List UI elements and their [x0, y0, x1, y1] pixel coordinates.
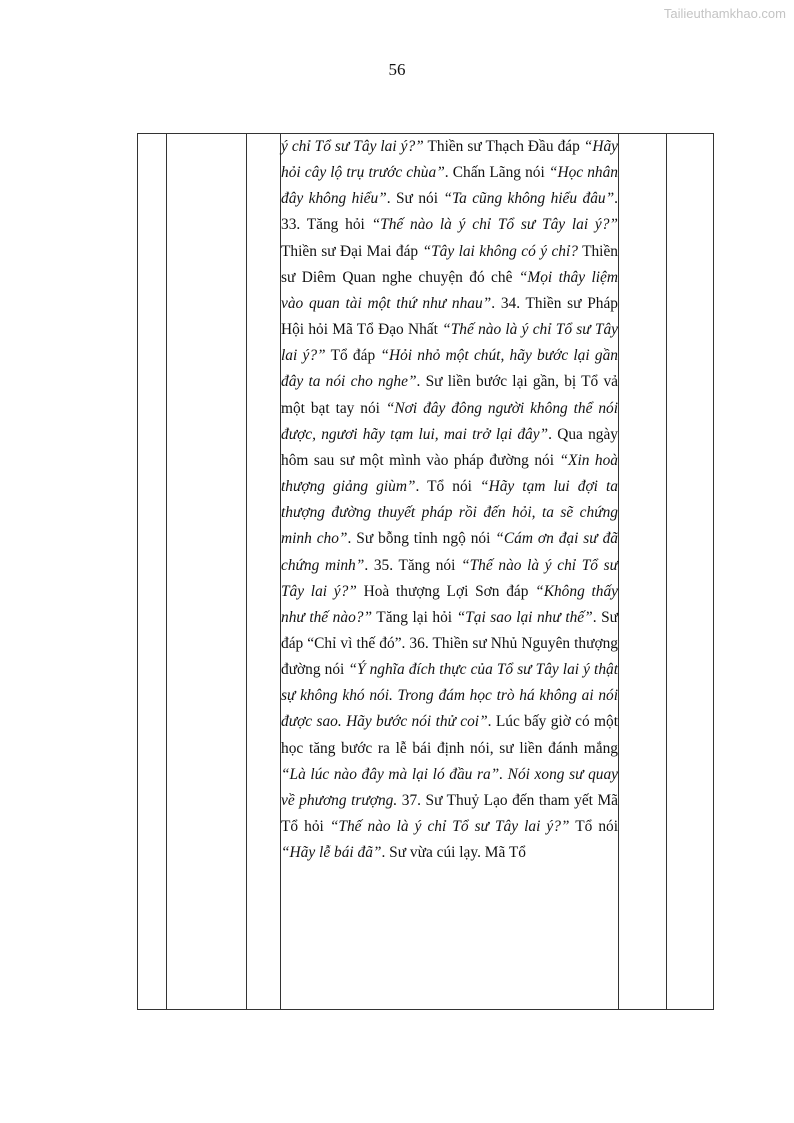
table-row — [138, 134, 714, 1010]
text-segment: . Qua ngày hôm sau sư một mình vào pháp đường nói — [281, 425, 618, 469]
text-segment: . Sư vừa cúi lạy. Mã Tổ — [381, 844, 526, 862]
text-segment: 37. Sư Thuỷ Lạo đến tham yết Mã Tổ hỏi — [281, 791, 619, 836]
quote-segment: “Thế nào là ý chỉ Tổ sư Tây lai ý?” — [371, 216, 618, 234]
text-segment: Tổ đáp — [325, 347, 381, 365]
text-segment: Tăng lại hỏi — [372, 608, 457, 626]
text-segment: . Sư đáp “Chỉ vì thế đó”. 36. Thiền sư Nhủ Nguyên thượng đường nói — [281, 608, 618, 679]
text-segment: . 35. Tăng nói — [364, 556, 462, 574]
quote-segment: “Nơi đây đông người không thể nói được, ngươi hãy tạm lui, mai trở lại đây” — [281, 399, 618, 443]
quote-segment: “Hỏi nhỏ một chút, hãy bước lại gần đây ta nói cho nghe” — [281, 347, 618, 391]
quote-segment: “Ta cũng không hiểu đâu” — [443, 190, 615, 208]
text-segment: Hoà thượng Lợi Sơn đáp — [356, 582, 536, 600]
text-segment: . Lúc bấy giờ có một học tăng bước ra lễ bái định nói, sư liền đánh mắng — [281, 713, 618, 757]
quote-segment: “Hãy tạm lui đợi ta thượng đường thuyết pháp rồi đến hỏi, ta sẽ chứng minh cho” — [281, 478, 618, 548]
quote-segment: “Tại sao lại như thế” — [456, 608, 593, 626]
content-table — [137, 133, 714, 1010]
quote-segment: “Ý nghĩa đích thực của Tổ sư Tây lai ý thật sự không khó nói. Trong đám học trò há không ai nói được sao. Hãy bước nói thử coi” — [281, 661, 618, 731]
quote-segment: “Không thấy như thế nào?” — [281, 582, 618, 626]
empty-cell-3 — [247, 134, 281, 1010]
page-number: 56 — [388, 60, 406, 79]
quote-segment: “Học nhân đây không hiểu” — [281, 164, 618, 208]
text-segment: . Chấn Lãng nói — [444, 164, 549, 182]
quote-segment: “Xin hoà thượng giảng giùm” — [281, 451, 618, 496]
text-segment: . Sư nói — [386, 190, 444, 208]
text-segment: . 33. Tăng hỏi — [281, 190, 619, 234]
text-segment: . Sư bỗng tỉnh ngộ nói — [347, 530, 496, 548]
quote-segment: “Mọi thây liệm vào quan tài một thứ như nhau” — [281, 268, 618, 312]
text-segment: Tổ nói — [569, 818, 618, 836]
text-segment: Thiền sư Thạch Đầu đáp — [423, 138, 584, 155]
watermark: Tailieuthamkhao.com — [663, 6, 786, 21]
body-text — [281, 134, 618, 866]
quote-segment: “Thế nào là ý chỉ Tổ sư Tây lai ý?” — [329, 818, 570, 836]
quote-segment: “Hãy hỏi cây lộ trụ trước chùa” — [281, 138, 618, 182]
quote-segment: “Hãy lễ bái đã” — [281, 844, 382, 862]
quote-segment: “Thế nào là ý chỉ Tổ sư Tây lai ý?” — [281, 321, 619, 365]
empty-cell-1 — [138, 134, 167, 1010]
empty-cell-2 — [167, 134, 247, 1010]
text-cell — [281, 134, 619, 1010]
quote-segment: “Thế nào là ý chỉ Tổ sư Tây lai ý?” — [281, 556, 618, 600]
text-segment: . Tổ nói — [415, 478, 481, 496]
quote-segment: “Tây lai không có ý chỉ? — [422, 242, 578, 260]
quote-segment: “Là lúc nào đây mà lại ló đầu ra”. Nói xong sư quay về phương trượng. — [281, 765, 618, 809]
text-segment: . Sư liền bước lại gần, bị Tổ vả một bạt tay nói — [281, 373, 619, 417]
text-segment: . 34. Thiền sư Pháp Hội hỏi Mã Tổ Đạo Nhất — [281, 294, 618, 339]
quote-segment: “Cám ơn đại sư đã chứng minh” — [281, 530, 618, 574]
quote-segment: ý chỉ Tổ sư Tây lai ý?” — [281, 138, 424, 155]
text-segment: Thiền sư Diêm Quan nghe chuyện đó chê — [281, 242, 618, 286]
text-segment: Thiền sư Đại Mai đáp — [281, 242, 423, 260]
empty-cell-5 — [619, 134, 667, 1010]
empty-cell-6 — [667, 134, 714, 1010]
